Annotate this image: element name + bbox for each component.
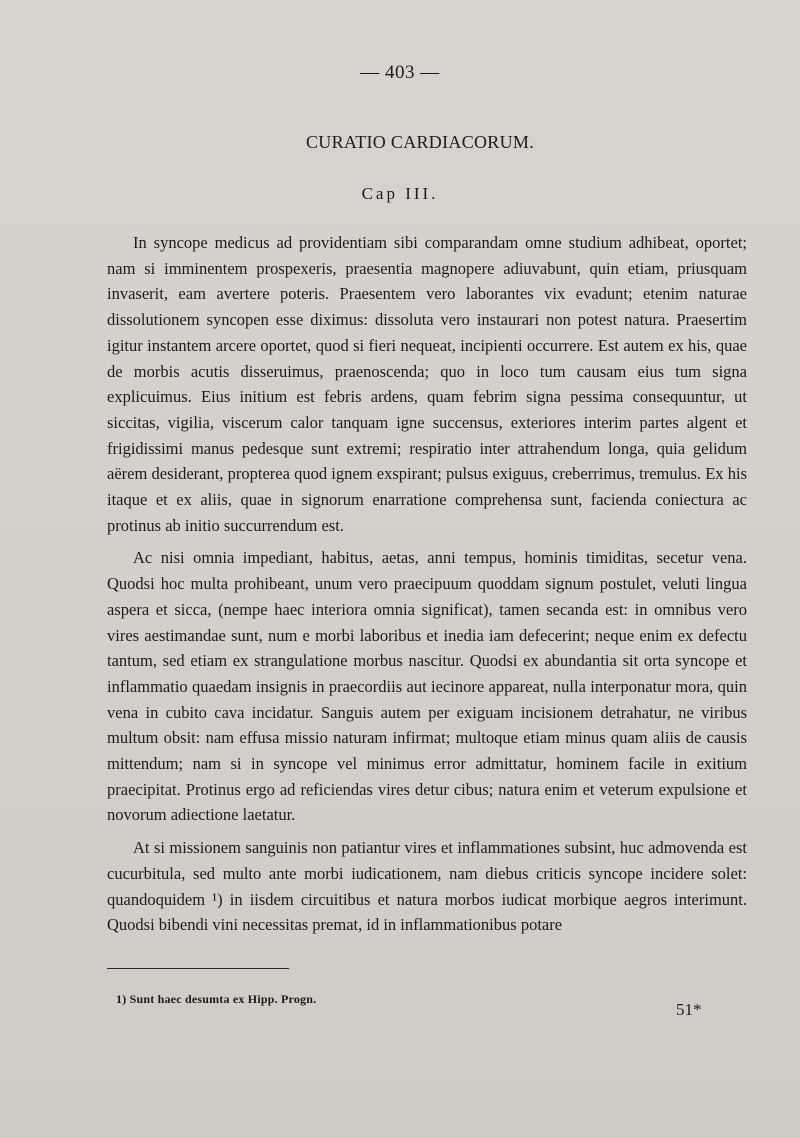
footnote-divider (107, 968, 289, 969)
page-number: — 403 — (360, 62, 440, 83)
paragraph-3: At si missionem sanguinis non patiantur vires et inflammationes subsint, huc admovenda est cucurbitula, sed multo ante morbi iudicationem, nam diebus criticis syncope incidere solet: quandoquidem ¹) in iisdem circuitibus et natura morbos iudicat morbique aegros interimunt. Quodsi bibendi vini necessitas premat, id in inflammationibus potare (107, 838, 747, 935)
body-text (107, 230, 747, 938)
paragraph-1: In syncope medicus ad providentiam sibi comparandam omne studium adhibeat, oportet; nam si imminentem prospexeris, praesentia magnopere adiuvabunt, quin etiam, priusquam invaserit, eam avertere poteris. Praesentem vero laborantes vix evadunt; etenim naturae dissolutionem syncopen esse diximus: dissoluta vero instaurari non potest natura. Praesertim igitur instantem arcere oportet, quod si fieri nequeat, incipienti occurrere. Est autem ex his, quae de morbis acutis disseruimus, praenoscenda; quo in loco tum causam eius tum signa explicuimus. Eius initium est febris ardens, quam febrim signa pessima consequuntur, ut siccitas, vigilia, viscerum calor tanquam igne succensus, exteriores interim partes algent et frigidissimi manus pedesque sunt extremi; respiratio inter attrahendum longa, quia gelidum aërem desiderant, propterea quod ignem exspirant; pulsus exiguus, creberrimus, tremulus. Ex his itaque et ex aliis, quae in signorum enarratione comprehensa sunt, facienda coniectura ac protinus ab initio succurrendum est. (107, 233, 747, 535)
printer-signature-mark: 51* (676, 1000, 702, 1019)
chapter-title: CURATIO CARDIACORUM. (305, 132, 535, 152)
chapter-number: Cap III. (361, 184, 439, 203)
footnote: 1) Sunt haec desumta ex Hipp. Progn. (116, 992, 317, 1006)
paragraph-2: Ac nisi omnia impediant, habitus, aetas, anni tempus, hominis timiditas, secetur vena. Quodsi hoc multa prohibeant, unum vero praecipuum quoddam signum postulet, veluti lingua aspera et sicca, (nempe haec interiora omnia significat), tamen secanda est: in omnibus vero vires aestimandae sunt, num e morbi laboribus et inedia iam defecerint; neque enim ex defectu tantum, sed etiam ex strangulatione morbus nascitur. Quodsi ex abundantia sit orta syncope et inflammatio quaedam insignis in praecordiis aut iecinore appareat, nulla interponatur mora, quin vena in cubito cava incidatur. Sanguis autem per exiguam incisionem detrahatur, ne viribus multum obsit: nam effusa missio naturam infirmat; multoque etiam minus quam aliis de causis mittendum; nam si in syncope vel minimus error admittatur, hominem facile in exitium praecipitat. Protinus ergo ad reficiendas vires detur cibus; natura enim et veterum expulsione et novorum adiectione laetatur. (107, 548, 747, 825)
